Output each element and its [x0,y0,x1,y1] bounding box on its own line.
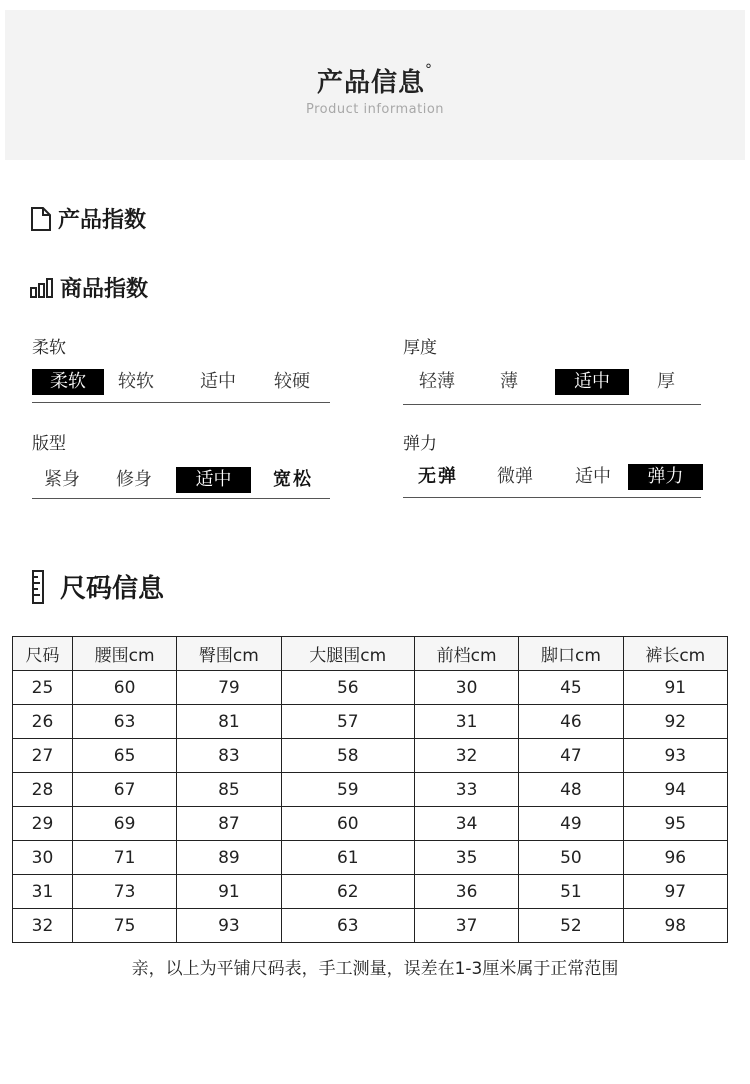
table-cell: 26 [13,705,73,739]
table-cell: 83 [177,739,281,773]
table-cell: 71 [72,841,176,875]
table-cell: 56 [281,671,414,705]
table-cell: 93 [177,909,281,943]
table-cell: 32 [414,739,518,773]
size-table [12,636,728,943]
thickness-label: 厚度 [403,338,437,358]
table-cell: 97 [623,875,727,909]
bar-chart-icon [30,278,54,298]
fit-option: 修身 [116,469,152,490]
table-cell: 30 [414,671,518,705]
thickness-option: 轻薄 [419,371,455,392]
table-cell: 47 [519,739,623,773]
thickness-option: 厚 [657,371,675,392]
softness-scale [32,369,330,395]
size-table-header [13,637,728,671]
softness-label: 柔软 [32,338,66,358]
header-hip: 臀围cm [177,637,281,671]
header-banner [5,10,745,160]
table-row [13,773,728,807]
table-cell: 95 [623,807,727,841]
table-cell: 35 [414,841,518,875]
fit-option-selected: 适中 [176,467,251,493]
table-cell: 48 [519,773,623,807]
fit-option: 紧身 [44,469,80,490]
table-cell: 57 [281,705,414,739]
header-waist: 腰围cm [72,637,176,671]
thickness-option-selected: 适中 [555,369,629,395]
table-cell: 45 [519,671,623,705]
table-cell: 67 [72,773,176,807]
table-cell: 29 [13,807,73,841]
header-front-rise: 前档cm [414,637,518,671]
table-cell: 91 [177,875,281,909]
thickness-scale [403,369,701,395]
table-cell: 62 [281,875,414,909]
thickness-divider [403,404,701,405]
softness-option: 较硬 [274,371,310,392]
table-row [13,841,728,875]
table-cell: 28 [13,773,73,807]
table-cell: 49 [519,807,623,841]
softness-option: 较软 [118,371,154,392]
softness-divider [32,402,330,403]
table-cell: 25 [13,671,73,705]
fit-option: 宽松 [273,469,313,490]
header-thigh: 大腿围cm [281,637,414,671]
measurement-note: 亲，以上为平铺尺码表，手工测量，误差在1-3厘米属于正常范围 [131,959,619,979]
table-cell: 94 [623,773,727,807]
elasticity-divider [403,497,701,498]
table-row [13,875,728,909]
table-cell: 69 [72,807,176,841]
table-cell: 31 [414,705,518,739]
table-cell: 75 [72,909,176,943]
table-cell: 87 [177,807,281,841]
table-cell: 36 [414,875,518,909]
table-cell: 65 [72,739,176,773]
section-product-index: 产品指数 [30,203,146,234]
fit-scale [32,467,330,493]
table-row [13,705,728,739]
table-row [13,739,728,773]
table-row [13,909,728,943]
table-cell: 93 [623,739,727,773]
elasticity-option: 无弹 [418,466,458,487]
table-cell: 98 [623,909,727,943]
table-cell: 59 [281,773,414,807]
elasticity-scale [403,464,701,490]
softness-option: 适中 [200,371,236,392]
elasticity-option-selected: 弹力 [628,464,703,490]
thickness-option: 薄 [500,371,518,392]
table-cell: 34 [414,807,518,841]
table-row [13,671,728,705]
table-cell: 63 [281,909,414,943]
header-length: 裤长cm [623,637,727,671]
header-title: 产品信息° [316,62,433,98]
table-cell: 73 [72,875,176,909]
header-size: 尺码 [13,637,73,671]
table-cell: 52 [519,909,623,943]
ruler-icon [30,570,46,604]
header-subtitle: Product information [305,102,445,117]
elasticity-option: 微弹 [497,466,533,487]
table-cell: 61 [281,841,414,875]
table-cell: 31 [13,875,73,909]
table-cell: 33 [414,773,518,807]
table-cell: 51 [519,875,623,909]
elasticity-label: 弹力 [403,434,437,454]
table-row [13,807,728,841]
table-cell: 32 [13,909,73,943]
table-cell: 92 [623,705,727,739]
table-cell: 37 [414,909,518,943]
table-cell: 96 [623,841,727,875]
table-cell: 85 [177,773,281,807]
section-size-info: 尺码信息 [30,568,164,605]
section-goods-index: 商品指数 [30,272,148,303]
table-cell: 27 [13,739,73,773]
table-cell: 91 [623,671,727,705]
elasticity-option: 适中 [575,466,611,487]
table-cell: 89 [177,841,281,875]
table-cell: 58 [281,739,414,773]
header-leg-opening: 脚口cm [519,637,623,671]
softness-option-selected: 柔软 [32,369,104,395]
fit-label: 版型 [32,434,66,454]
fit-divider [32,498,330,499]
table-cell: 81 [177,705,281,739]
table-cell: 30 [13,841,73,875]
table-cell: 46 [519,705,623,739]
table-cell: 79 [177,671,281,705]
table-cell: 63 [72,705,176,739]
document-icon [30,207,52,231]
table-cell: 50 [519,841,623,875]
table-cell: 60 [72,671,176,705]
table-cell: 60 [281,807,414,841]
